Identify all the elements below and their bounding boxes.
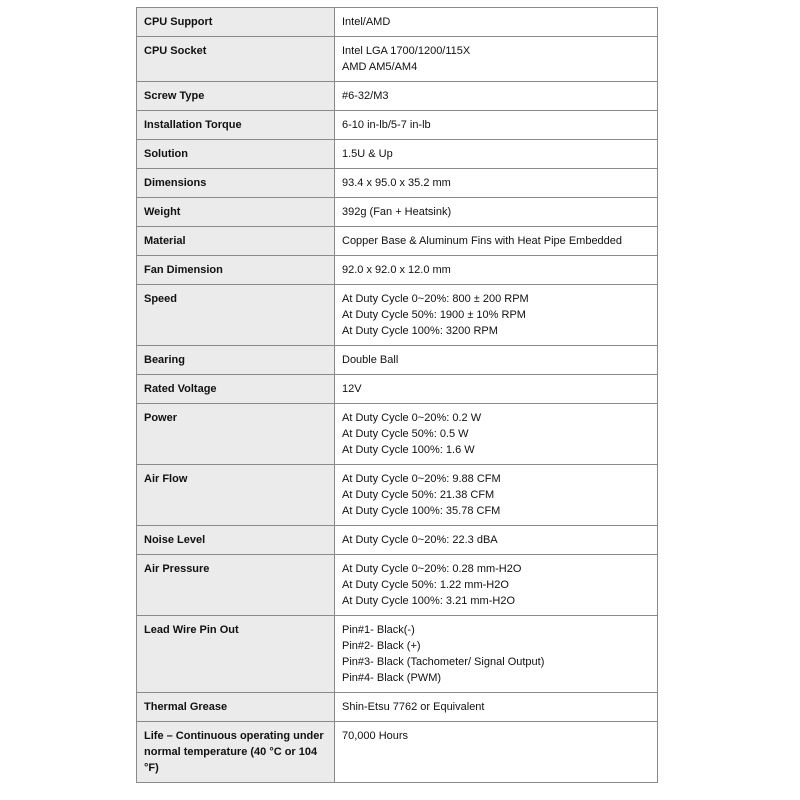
spec-table-body [137,8,658,783]
spec-value [335,616,658,693]
spec-row [137,285,658,346]
spec-label: Fan Dimension [137,256,335,285]
spec-row [137,169,658,198]
spec-value [335,111,658,140]
spec-value [335,198,658,227]
spec-row [137,526,658,555]
spec-value [335,227,658,256]
spec-value [335,8,658,37]
spec-value-line: Pin#3- Black (Tachometer/ Signal Output) [342,656,545,668]
spec-value-line: Pin#2- Black (+) [342,640,421,652]
spec-row [137,140,658,169]
spec-value [335,693,658,722]
spec-table-container [136,7,658,783]
spec-label: Screw Type [137,82,335,111]
spec-label: Rated Voltage [137,375,335,404]
spec-row [137,722,658,783]
spec-row [137,256,658,285]
spec-label: Air Flow [137,465,335,526]
spec-value [335,526,658,555]
spec-label: CPU Support [137,8,335,37]
spec-label: Life – Continuous operating under normal temperature (40 °C or 104 °F) [137,722,335,783]
spec-row [137,8,658,37]
spec-row [137,82,658,111]
spec-value-line: Intel LGA 1700/1200/115X [342,45,471,57]
spec-value-line: 93.4 x 95.0 x 35.2 mm [342,177,451,189]
spec-value-line: At Duty Cycle 100%: 3200 RPM [342,325,498,337]
spec-value [335,722,658,783]
spec-value [335,346,658,375]
spec-value-line: Pin#4- Black (PWM) [342,672,442,684]
spec-value-line: At Duty Cycle 100%: 35.78 CFM [342,505,501,517]
spec-value-line: 1.5U & Up [342,148,393,160]
spec-value-line: Pin#1- Black(-) [342,624,415,636]
spec-label: Air Pressure [137,555,335,616]
spec-row [137,37,658,82]
spec-label: Noise Level [137,526,335,555]
spec-row [137,404,658,465]
spec-row [137,465,658,526]
spec-label: Installation Torque [137,111,335,140]
spec-label: Solution [137,140,335,169]
spec-value [335,465,658,526]
spec-value [335,140,658,169]
spec-row [137,616,658,693]
spec-label: Material [137,227,335,256]
spec-label: Dimensions [137,169,335,198]
spec-row [137,227,658,256]
spec-row [137,693,658,722]
spec-value-line: Double Ball [342,354,399,366]
spec-value-line: At Duty Cycle 50%: 1900 ± 10% RPM [342,309,526,321]
spec-table [136,7,658,783]
spec-value-line: #6-32/M3 [342,90,389,102]
spec-value-line: 92.0 x 92.0 x 12.0 mm [342,264,451,276]
spec-row [137,555,658,616]
spec-value-line: 12V [342,383,362,395]
spec-value-line: At Duty Cycle 0~20%: 0.2 W [342,412,482,424]
spec-label: Thermal Grease [137,693,335,722]
spec-value [335,169,658,198]
spec-row [137,198,658,227]
spec-value [335,375,658,404]
spec-label: Power [137,404,335,465]
spec-value-line: At Duty Cycle 50%: 1.22 mm-H2O [342,579,509,591]
spec-label: Speed [137,285,335,346]
spec-label: Weight [137,198,335,227]
spec-value-line: Intel/AMD [342,16,391,28]
spec-value-line: At Duty Cycle 100%: 3.21 mm-H2O [342,595,516,607]
spec-value-line: At Duty Cycle 50%: 0.5 W [342,428,469,440]
spec-label: CPU Socket [137,37,335,82]
spec-row [137,346,658,375]
spec-value-line: At Duty Cycle 50%: 21.38 CFM [342,489,495,501]
spec-value [335,82,658,111]
spec-value [335,37,658,82]
spec-label: Bearing [137,346,335,375]
spec-value-line: 392g (Fan + Heatsink) [342,206,452,218]
spec-value-line: At Duty Cycle 0~20%: 22.3 dBA [342,534,498,546]
spec-value-line: At Duty Cycle 0~20%: 9.88 CFM [342,473,501,485]
spec-value [335,256,658,285]
spec-value-line: Shin-Etsu 7762 or Equivalent [342,701,485,713]
spec-value-line: Copper Base & Aluminum Fins with Heat Pipe Embedded [342,235,623,247]
spec-value [335,555,658,616]
spec-value [335,285,658,346]
spec-label: Lead Wire Pin Out [137,616,335,693]
spec-value-line: 6-10 in-lb/5-7 in-lb [342,119,431,131]
spec-value-line: 70,000 Hours [342,730,409,742]
spec-value-line: At Duty Cycle 100%: 1.6 W [342,444,475,456]
spec-row [137,375,658,404]
spec-value-line: At Duty Cycle 0~20%: 800 ± 200 RPM [342,293,529,305]
spec-row [137,111,658,140]
spec-value-line: AMD AM5/AM4 [342,61,418,73]
spec-value [335,404,658,465]
spec-value-line: At Duty Cycle 0~20%: 0.28 mm-H2O [342,563,522,575]
